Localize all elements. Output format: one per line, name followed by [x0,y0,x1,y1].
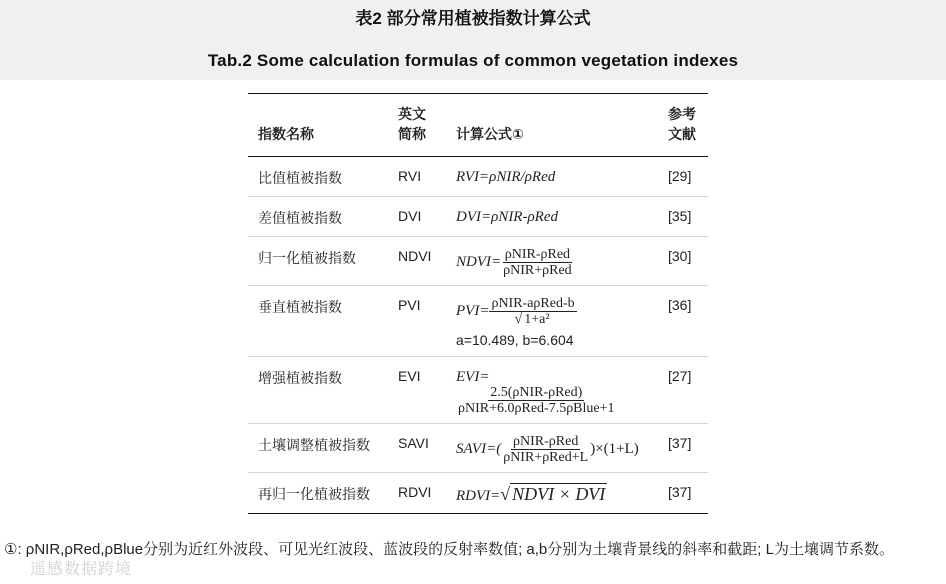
formula-cell [446,237,658,286]
table-row [248,424,708,473]
formula: DVI=ρNIR-ρRed [456,209,558,225]
header-abbreviation [388,94,446,157]
formula-lhs: RDVI= [456,488,501,504]
formula-numerator: ρNIR-ρRed [504,247,571,262]
formula-lhs: EVI= [456,369,490,385]
index-name: 归一化植被指数 [258,250,356,266]
reference: [37] [668,435,692,451]
caption-chinese: 表2 部分常用植被指数计算公式 [355,9,591,28]
header-reference [658,94,708,157]
index-name: 土壤调整植被指数 [258,437,370,453]
index-abbr: EVI [398,368,421,384]
table-row [248,473,708,514]
index-abbr: RDVI [398,484,432,500]
formula-denominator [513,312,554,326]
formula: RVI=ρNIR/ρRed [456,169,556,185]
formula-lhs: PVI= [456,303,490,320]
header-ref-line1: 参考 [668,106,696,122]
sqrt-symbol: √ NDVI × DVI [500,484,606,504]
reference: [29] [668,168,692,184]
index-name: 差值植被指数 [258,210,342,226]
reference: [35] [668,208,692,224]
index-abbr: NDVI [398,248,432,264]
formula-numerator: ρNIR-aρRed-b [491,296,575,311]
formula-radicand: 1+a² [524,312,550,327]
formula-cell [446,197,658,237]
table-row [248,286,708,357]
formula-lhs: NDVI= [456,254,502,271]
formula-fraction [456,386,617,415]
watermark: 遥感数据跨境 [30,561,133,578]
header-abbr-line1: 英文 [398,106,426,122]
formula-fraction [501,248,574,277]
formula-tail: )×(1+L) [590,441,639,458]
formula-cell [446,286,658,357]
formula-numerator: ρNIR-ρRed [513,434,579,449]
header-formula: 计算公式① [456,126,524,142]
index-abbr: PVI [398,297,421,313]
formula-denominator: ρNIR+ρRed+L [503,450,589,465]
caption-header [0,0,946,80]
caption-english: Tab.2 Some calculation formulas of common vegetation indexes [207,51,739,70]
table-row [248,197,708,237]
sqrt-symbol: √ 1+a² [514,312,550,327]
index-abbr: RVI [398,168,422,184]
formula-parameters: a=10.489, b=6.604 [456,332,574,348]
formula-cell [446,424,658,473]
formula-denominator: ρNIR+6.0ρRed-7.5ρBlue+1 [458,401,615,416]
formula-numerator: 2.5(ρNIR-ρRed) [490,385,583,400]
formula-lhs: SAVI=( [456,441,502,458]
header-index-name: 指数名称 [258,126,314,142]
formula-denominator: ρNIR+ρRed [503,263,572,278]
header-ref-line2: 文献 [668,126,696,142]
header-row [248,94,708,157]
index-name: 增强植被指数 [258,370,342,386]
vegetation-index-table [248,93,708,514]
formula-fraction [501,435,590,464]
header-abbr-line2: 简称 [398,126,426,142]
index-abbr: DVI [398,208,422,224]
footnote: ①: ρNIR,ρRed,ρBlue分别为近红外波段、可见光红波段、蓝波段的反射率数值; a,b分别为土壤背景线的斜率和截距; L为土壤调节系数。 [4,541,894,558]
table-row [248,237,708,286]
table-row [248,357,708,424]
reference: [37] [668,484,692,500]
index-abbr: SAVI [398,435,429,451]
reference: [30] [668,248,692,264]
reference: [36] [668,297,692,313]
formula-cell [446,357,658,424]
formula-cell [446,473,658,514]
reference: [27] [668,368,692,384]
formula-fraction [489,297,576,326]
index-name: 再归一化植被指数 [258,486,370,502]
formula-radicand: NDVI × DVI [512,484,606,504]
formula-cell [446,157,658,197]
index-name: 比值植被指数 [258,170,342,186]
index-name: 垂直植被指数 [258,299,342,315]
table-row [248,157,708,197]
